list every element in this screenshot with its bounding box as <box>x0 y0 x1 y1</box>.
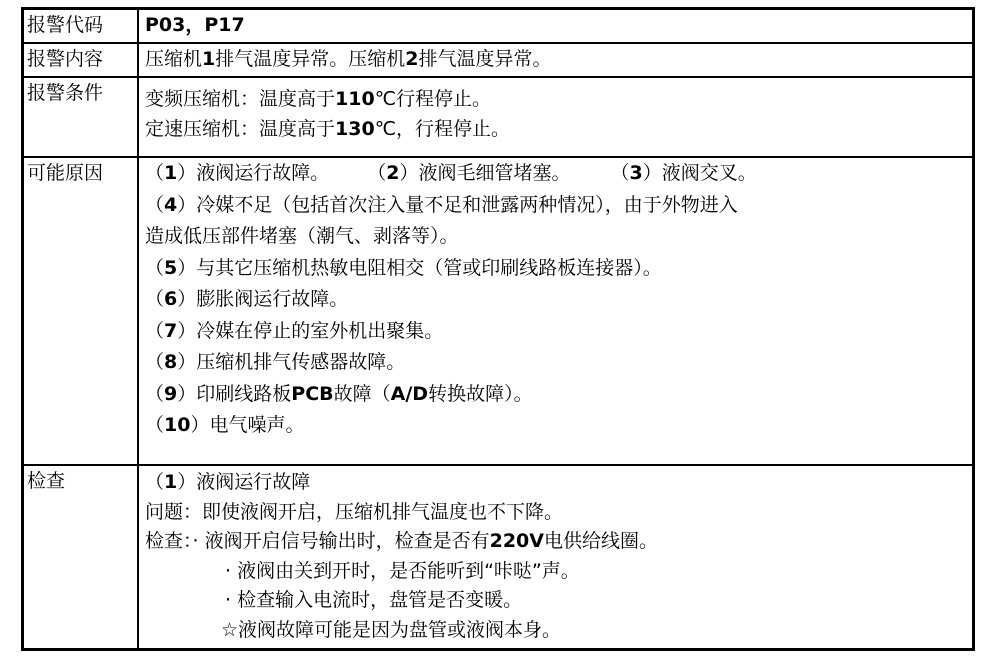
text-seg: 排气温度异常。压缩机 <box>215 48 406 70</box>
text-seg: A/D <box>390 382 429 405</box>
text-seg: ）与其它压缩机热敏电阻相交（管或印刷线路板连接器）。 <box>177 256 662 279</box>
row-alarm-condition <box>24 78 972 158</box>
text-seg: 9 <box>164 382 178 405</box>
check-line-5: · 检查输入电流时，盘管是否变暖。 <box>225 589 523 611</box>
cause-line-6 <box>145 316 972 348</box>
cause-line-7 <box>145 347 972 379</box>
text-seg: （ <box>145 288 165 310</box>
check-line-1 <box>145 468 972 498</box>
text-seg: 1 <box>164 471 178 493</box>
condition-line-1 <box>145 84 972 114</box>
text-seg: 2 <box>386 162 400 184</box>
check-line-2: 问题：即使液阀开启，压缩机排气温度也不下降。 <box>145 500 564 523</box>
value-alarm-code <box>141 10 972 42</box>
text-seg: ）印刷线路板 <box>177 382 292 405</box>
text-seg: ）电气噪声。 <box>190 414 305 436</box>
text-seg: 定速压缩机：温度高于 <box>145 118 336 140</box>
text-seg: （ <box>145 193 165 216</box>
row-possible-causes <box>24 158 972 466</box>
cause-line-5 <box>145 284 972 316</box>
label-possible-causes: 可能原因 <box>24 158 139 464</box>
text-seg: ）膨胀阀运行故障。 <box>177 288 349 310</box>
text-seg: 检查：· 液阀开启信号输出时，检查是否有 <box>145 530 490 552</box>
text-seg: （ <box>367 162 387 184</box>
text-seg: ）冷媒不足（包括首次注入量不足和泄露两种情况），由于外物进入 <box>177 193 738 216</box>
value-alarm-content <box>141 44 972 76</box>
text-seg: 2 <box>405 48 419 70</box>
text-seg: 故障（ <box>333 382 391 405</box>
label-alarm-content: 报警内容 <box>24 44 139 76</box>
text-seg: （ <box>145 382 165 405</box>
text-seg: 7 <box>164 319 178 342</box>
text-seg: ）液阀运行故障。 <box>177 162 330 184</box>
text-seg: ℃，行程停止。 <box>374 118 511 140</box>
text-seg: ）液阀毛细管堵塞。 <box>399 162 571 184</box>
value-check <box>141 466 972 648</box>
row-alarm-content <box>24 44 972 78</box>
row-alarm-code <box>24 10 972 44</box>
cause-line-3: 造成低压部件堵塞（潮气、剥落等）。 <box>145 225 459 247</box>
cause-line-2 <box>145 190 972 222</box>
text-seg: 5 <box>164 256 178 279</box>
text-seg: 转换故障）。 <box>428 382 533 405</box>
row-check <box>24 466 972 648</box>
text-seg: PCB <box>291 382 334 405</box>
text-seg: 10 <box>164 414 191 436</box>
text-seg: 6 <box>164 288 178 310</box>
text-seg: 压缩机 <box>145 48 203 70</box>
label-alarm-condition: 报警条件 <box>24 78 139 156</box>
text-seg: 110 <box>335 88 375 110</box>
check-line-6: ☆液阀故障可能是因为盘管或液阀本身。 <box>221 618 562 641</box>
check-line-4: · 液阀由关到开时，是否能听到“咔哒”声。 <box>225 559 580 582</box>
text-seg: （ <box>145 256 165 279</box>
value-alarm-condition <box>141 78 972 156</box>
text-seg: 变频压缩机：温度高于 <box>145 88 336 110</box>
text-seg: 1 <box>164 162 178 184</box>
text-seg: ℃行程停止。 <box>374 88 492 110</box>
condition-line-2 <box>145 114 972 144</box>
text-seg: 220V <box>489 530 544 552</box>
cause-line-8 <box>145 379 972 411</box>
text-seg: 电供给线圈。 <box>543 530 658 552</box>
cause-line-1 <box>145 158 972 190</box>
alarm-code-text: P03，P17 <box>145 14 245 36</box>
text-seg: 1 <box>202 48 216 70</box>
text-seg: ）冷媒在停止的室外机出聚集。 <box>177 319 444 342</box>
text-seg: ）压缩机排气传感器故障。 <box>177 351 406 373</box>
text-seg: ）液阀运行故障 <box>177 471 311 493</box>
label-check: 检查 <box>24 466 139 648</box>
text-seg: （ <box>145 351 165 373</box>
label-alarm-code: 报警代码 <box>24 10 139 42</box>
cause-line-4 <box>145 253 972 285</box>
text-seg: 3 <box>629 162 643 184</box>
text-seg: （ <box>145 414 165 436</box>
text-seg: （ <box>145 319 165 342</box>
text-seg: 排气温度异常。 <box>418 48 552 70</box>
alarm-content-text <box>145 44 972 74</box>
text-seg: （ <box>610 162 630 184</box>
text-seg: 8 <box>164 351 178 373</box>
text-seg: ）液阀交叉。 <box>642 162 757 184</box>
text-seg: 4 <box>164 193 178 216</box>
text-seg: 130 <box>335 118 375 140</box>
alarm-table <box>21 7 975 651</box>
value-possible-causes <box>141 158 972 464</box>
text-seg: （ <box>145 471 165 493</box>
cause-line-9 <box>145 410 972 442</box>
check-line-3 <box>145 527 972 557</box>
text-seg: （ <box>145 162 165 184</box>
